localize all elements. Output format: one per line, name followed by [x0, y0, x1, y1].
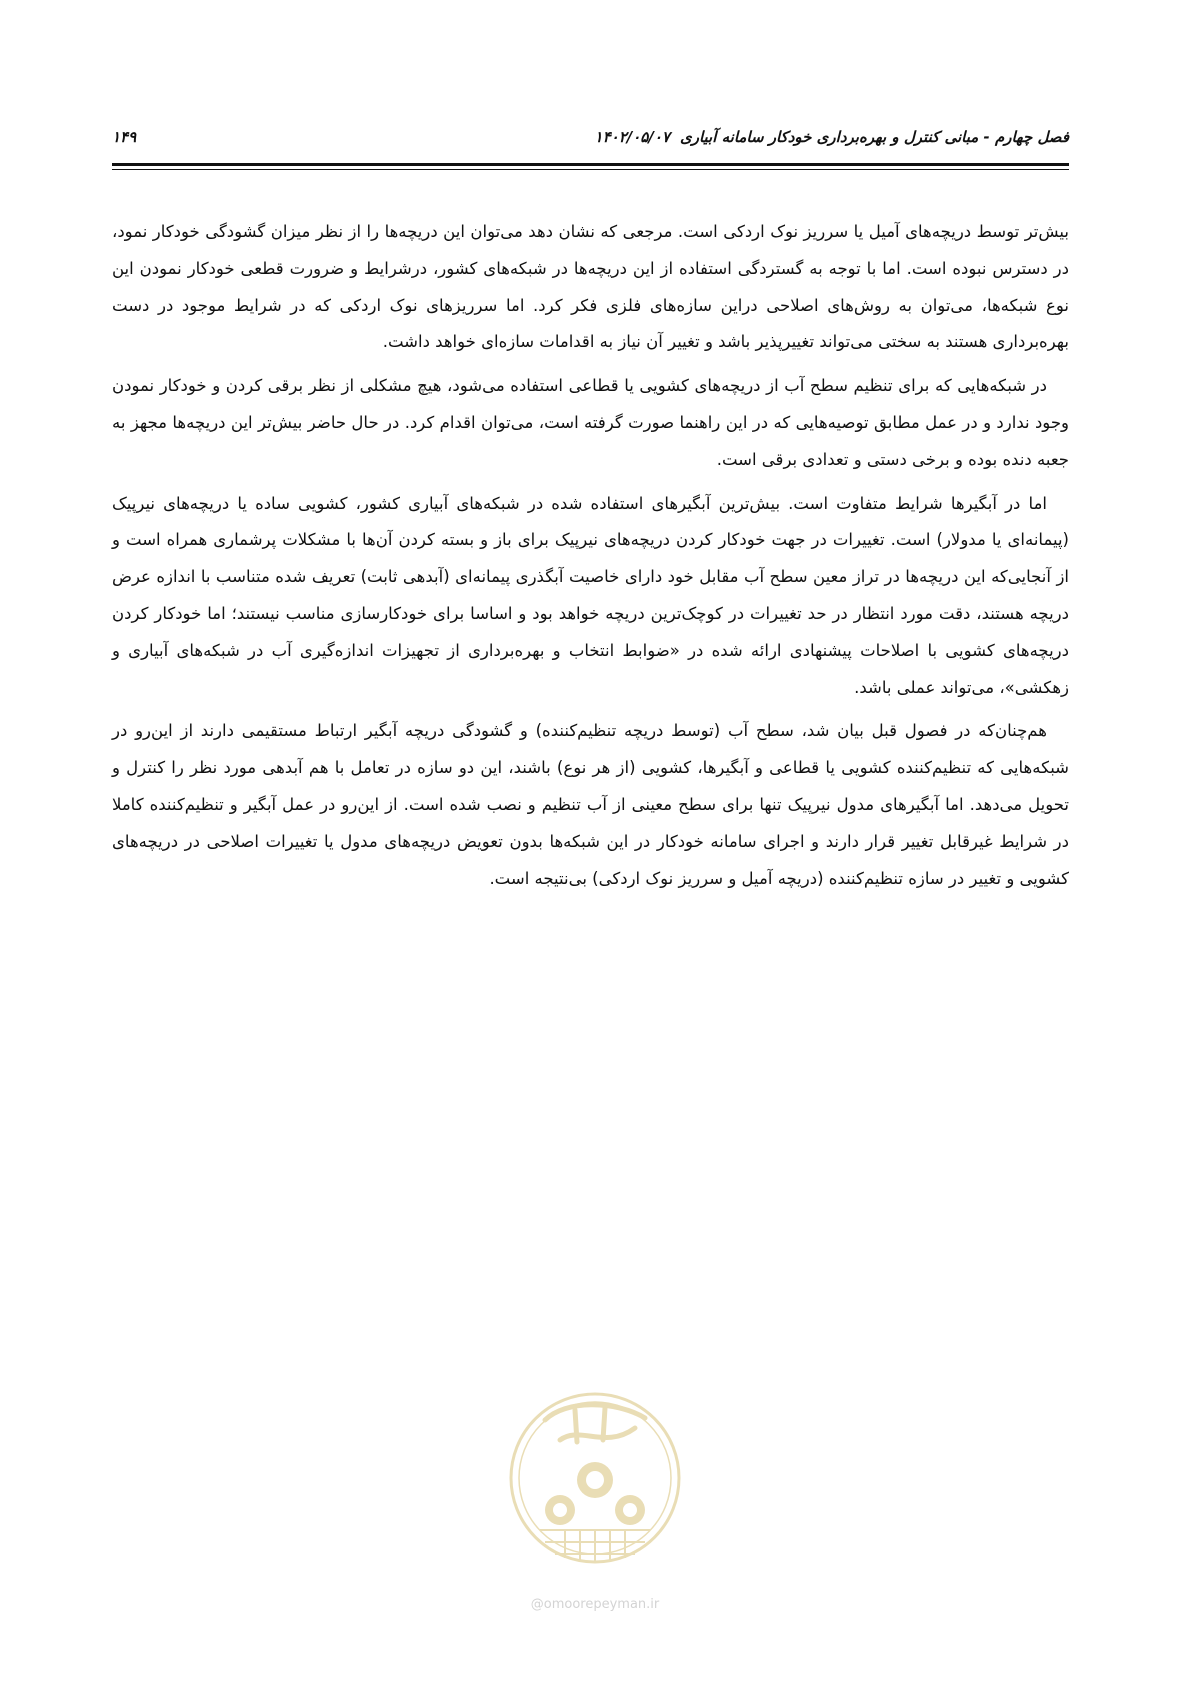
- chapter-title-text: فصل چهارم - مبانی کنترل و بهره‌برداری خودکار سامانه آبیاری: [679, 128, 1069, 146]
- body-text: [112, 214, 1069, 904]
- paragraph-1: بیش‌تر توسط دریچه‌های آمیل یا سرریز نوک اردکی است. مرجعی که نشان دهد می‌توان این دریچه‌ها را از نظر میزان گشودگی خودکار نمود، در دسترس نبوده است. اما با توجه به گستردگی استفاده از این دریچه‌ها در شبکه‌های کشور، درشرایط و ضرورت قطعی خودکار نمودن این نوع شبکه‌ها، می‌توان به روش‌های اصلاحی دراین سازه‌های فلزی فکر کرد. اما سرریزهای نوک اردکی که در شرایط موجود در دست بهره‌برداری هستند به سختی می‌تواند تغییرپذیر باشد و تغییر آن نیاز به اقدامات سازه‌ای خواهد داشت.: [112, 222, 1069, 352]
- paragraph-2: در شبکه‌هایی که برای تنظیم سطح آب از دریچه‌های کشویی یا قطاعی استفاده می‌شود، هیچ مشکلی از نظر برقی کردن و خودکار نمودن وجود ندارد و در عمل مطابق توصیه‌هایی که در این راهنما صورت گرفته است، می‌توان اقدام کرد. در حال حاضر بیش‌تر این دریچه‌ها مجهز به جعبه دنده بوده و برخی دستی و تعدادی برقی است.: [112, 376, 1069, 469]
- paragraph-3: اما در آبگیرها شرایط متفاوت است. بیش‌ترین آبگیرهای استفاده شده در شبکه‌های آبیاری کشور، کشویی ساده یا دریچه‌های نیرپیک (پیمانه‌ای یا مدولار) است. تغییرات در جهت خودکار کردن دریچه‌های نیرپیک برای باز و بسته کردن آن‌ها با مشکلات پرشماری همراه است و از آنجایی‌که این دریچه‌ها در تراز معین سطح آب مقابل خود دارای خاصیت آبگذری پیمانه‌ای (آبدهی ثابت) تعریف شده متناسب با اندازه عرض دریچه هستند، دقت مورد انتظار در حد تغییرات در کوچک‌ترین دریچه خواهد بود و اساسا برای خودکارسازی مناسب نیستند؛ اما خودکار کردن دریچه‌های کشویی با اصلاحات پیشنهادی ارائه شده در «ضوابط انتخاب و بهره‌برداری از تجهیزات اندازه‌گیری آب در شبکه‌های آبیاری و زهکشی»، می‌تواند عملی باشد.: [112, 493, 1069, 697]
- header-rule-thick: [112, 163, 1069, 166]
- chapter-title: [595, 128, 1069, 146]
- header-date: ۱۴۰۲/۰۵/۰۷: [594, 128, 670, 146]
- watermark: [505, 1380, 685, 1630]
- header-rule-thin: [112, 169, 1069, 170]
- watermark-logo: [505, 1380, 685, 1585]
- running-header: [112, 128, 1069, 158]
- paragraph-4: هم‌چنان‌که در فصول قبل بیان شد، سطح آب (توسط دریچه تنظیم‌کننده) و گشودگی دریچه آبگیر ارتباط مستقیمی دارند از این‌رو در شبکه‌هایی که تنظیم‌کننده کشویی یا قطاعی و آبگیرها، کشویی (از هر نوع) باشند، این دو سازه در تعامل با هم آبدهی مورد نظر را کنترل و تحویل می‌دهد. اما آبگیرهای مدول نیرپیک تنها برای سطح معینی از آب تنظیم و نصب شده است. از این‌رو در عمل آبگیر و تنظیم‌کننده کاملا در شرایط غیرقابل تغییر قرار دارند و اجرای سامانه خودکار در این شبکه‌ها بدون تعویض دریچه‌های مدول یا تغییرات اصلاحی در دریچه‌های کشویی و تغییر در سازه تنظیم‌کننده (دریچه آمیل و سرریز نوک اردکی) بی‌نتیجه است.: [112, 721, 1069, 888]
- page-number: ۱۴۹: [112, 128, 137, 146]
- watermark-site: @omoorepeyman.ir: [530, 1597, 660, 1612]
